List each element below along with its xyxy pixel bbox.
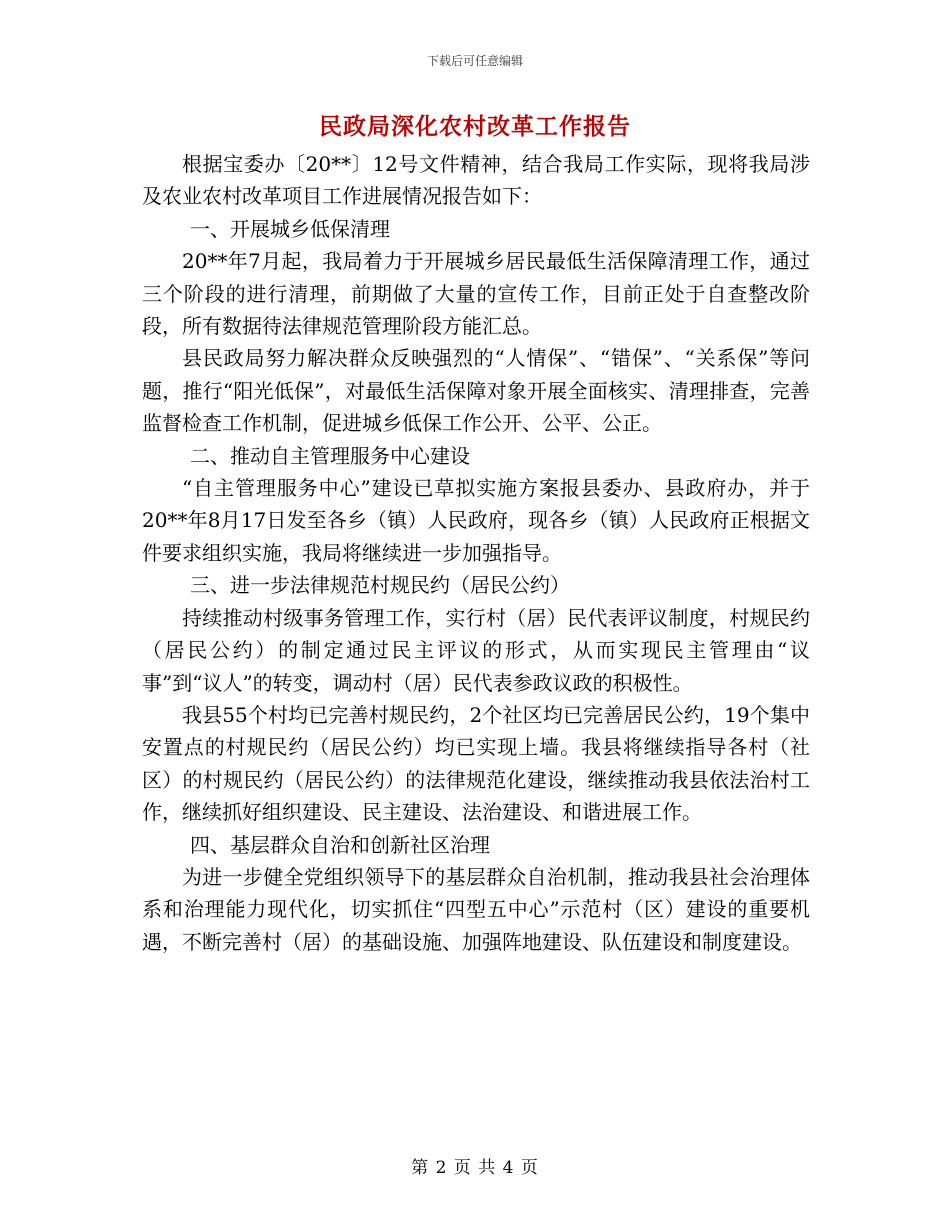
- section-heading-3: 三、进一步法律规范村规民约（居民公约）: [190, 573, 570, 598]
- paragraph: 为进一步健全党组织领导下的基层群众自治机制，推动我县社会治理体系和治理能力现代化，切实抓住“四型五中心”示范村（区）建设的重要机遇，不断完善村（居）的基础设施、加强阵地建设、队伍建设和制度建设。: [142, 864, 810, 954]
- document-body: [142, 148, 810, 958]
- section-heading-4: 四、基层群众自治和创新社区治理: [190, 832, 490, 857]
- page-footer: 第 2 页 共 4 页: [411, 1158, 539, 1178]
- paragraph: 20**年7月起，我局着力于开展城乡居民最低生活保障清理工作，通过三个阶段的进行清理，前期做了大量的宣传工作，目前正处于自查整改阶段，所有数据待法律规范管理阶段方能汇总。: [142, 249, 810, 339]
- section-heading-1: 一、开展城乡低保清理: [190, 216, 390, 241]
- paragraph: 我县55个村均已完善村规民约，2个社区均已完善居民公约，19个集中安置点的村规民约（居民公约）均已实现上墙。我县将继续指导各村（社区）的村规民约（居民公约）的法律规范化建设，继续推动我县依法治村工作，继续抓好组织建设、民主建设、法治建设、和谐进展工作。: [142, 702, 810, 825]
- paragraph-intro: 根据宝委办〔20**〕12号文件精神，结合我局工作实际，现将我局涉及农业农村改革项目工作进展情况报告如下：: [142, 152, 810, 209]
- paragraph: “自主管理服务中心”建设已草拟实施方案报县委办、县政府办，并于20**年8月17日发至各乡（镇）人民政府，现各乡（镇）人民政府正根据文件要求组织实施，我局将继续进一步加强指导。: [142, 476, 810, 565]
- header-note: 下载后可任意编辑: [426, 54, 523, 68]
- paragraph: 县民政局努力解决群众反映强烈的“人情保”、“错保”、“关系保”等问题，推行“阳光低保”，对最低生活保障对象开展全面核实、清理排查，完善监督检查工作机制，促进城乡低保工作公开、公平、公正。: [142, 346, 810, 436]
- document-title: 民政局深化农村改革工作报告: [319, 113, 631, 140]
- section-heading-2: 二、推动自主管理服务中心建设: [190, 443, 470, 468]
- paragraph: 持续推动村级事务管理工作，实行村（居）民代表评议制度，村规民约（居民公约）的制定通过民主评议的形式，从而实现民主管理由“议事”到“议人”的转变，调动村（居）民代表参政议政的积极性。: [142, 605, 810, 695]
